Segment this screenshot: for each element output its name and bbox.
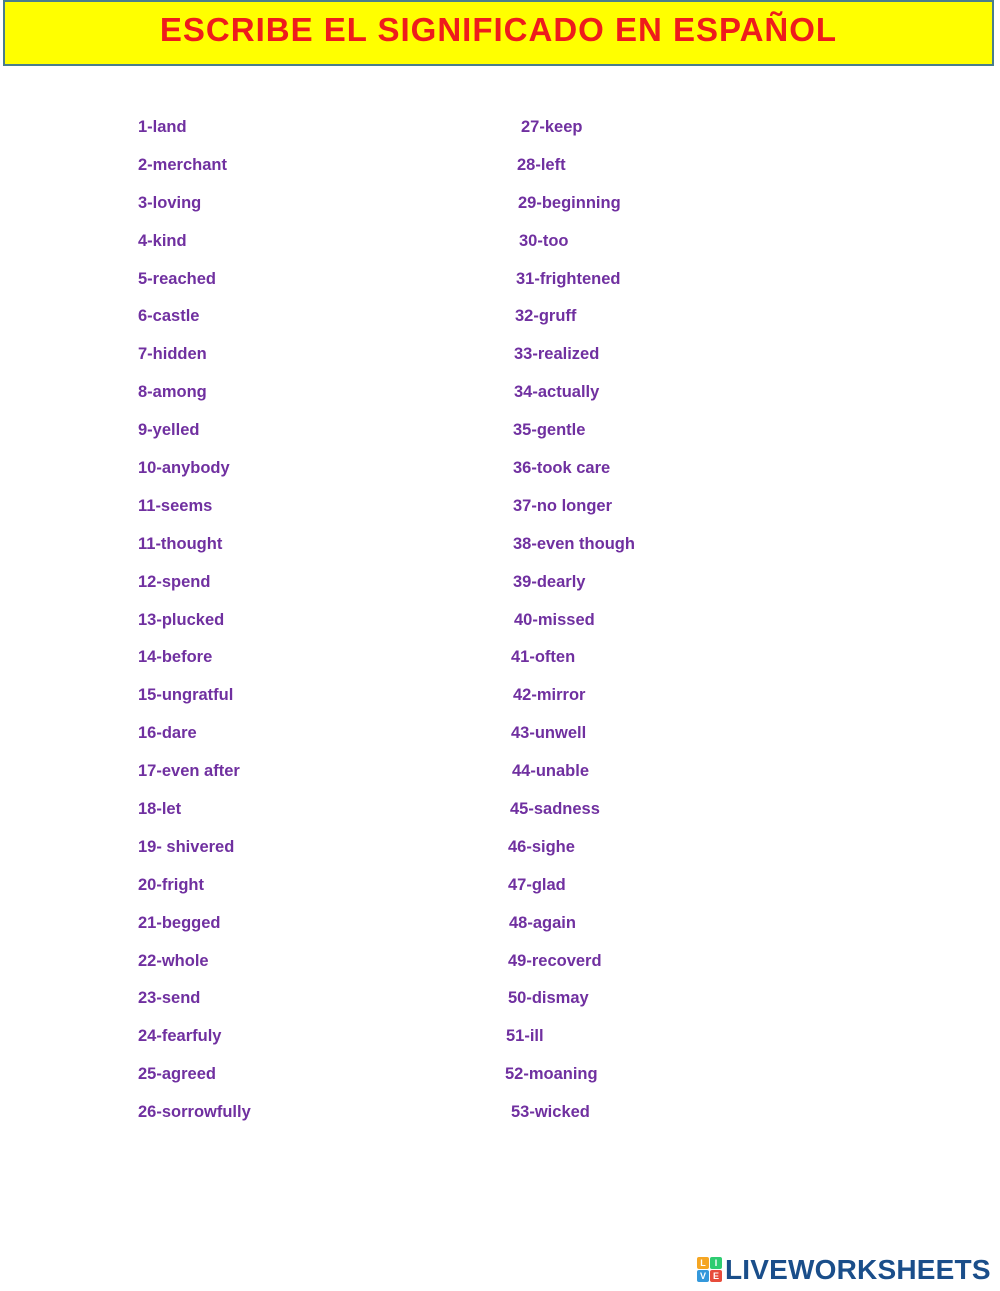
vocab-item: 30-too: [519, 231, 569, 250]
vocab-item: 44-unable: [512, 762, 590, 781]
vocab-item: 2-merchant: [138, 155, 227, 174]
vocab-item: 18-let: [138, 800, 182, 819]
title-banner: [3, 0, 994, 66]
vocabulary-list-right: [505, 115, 635, 1138]
logo-icon-block: L: [697, 1257, 709, 1269]
logo-icon-block: I: [710, 1257, 722, 1269]
vocab-item: 21-begged: [138, 913, 221, 932]
vocab-item: 14-before: [138, 648, 213, 667]
vocab-item: 3-loving: [138, 193, 202, 212]
vocab-item: 37-no longer: [513, 496, 613, 515]
vocabulary-list-left: [138, 115, 251, 1138]
vocab-item: 7-hidden: [138, 345, 207, 364]
vocab-item: 16-dare: [138, 724, 197, 743]
vocab-item: 17-even after: [138, 762, 240, 781]
vocab-item: 50-dismay: [508, 989, 589, 1008]
vocab-item: 4-kind: [138, 231, 187, 250]
vocab-item: 42-mirror: [513, 686, 586, 705]
vocab-item: 20-fright: [138, 875, 204, 894]
vocab-item: 29-beginning: [518, 193, 621, 212]
vocab-item: 46-sighe: [508, 837, 575, 856]
vocab-item: 45-sadness: [510, 800, 600, 819]
vocab-item: 26-sorrowfully: [138, 1103, 251, 1122]
vocab-item: 8-among: [138, 383, 207, 402]
liveworksheets-logo: [697, 1253, 991, 1287]
logo-text: LIVEWORKSHEETS: [725, 1254, 991, 1285]
logo-icon-block: V: [697, 1270, 709, 1282]
vocab-item: 49-recoverd: [508, 951, 602, 970]
vocab-item: 11-seems: [138, 496, 213, 515]
vocab-item: 53-wicked: [511, 1103, 590, 1122]
vocab-item: 41-often: [511, 648, 576, 667]
vocab-item: 48-again: [509, 913, 576, 932]
vocab-item: 34-actually: [514, 383, 600, 402]
vocab-item: 51-ill: [506, 1027, 544, 1046]
vocab-item: 23-send: [138, 989, 201, 1008]
vocab-item: 6-castle: [138, 307, 200, 326]
vocab-item: 36-took care: [513, 459, 611, 478]
vocab-item: 15-ungratful: [138, 686, 234, 705]
vocab-item: 25-agreed: [138, 1065, 216, 1084]
vocab-item: 19- shivered: [138, 837, 235, 856]
vocab-item: 35-gentle: [513, 421, 586, 440]
vocab-item: 47-glad: [508, 875, 566, 894]
vocab-item: 32-gruff: [515, 307, 577, 326]
vocab-item: 31-frightened: [516, 269, 621, 288]
vocab-item: 9-yelled: [138, 421, 200, 440]
vocab-item: 22-whole: [138, 951, 209, 970]
vocab-item: 11-thought: [138, 534, 223, 553]
vocab-item: 43-unwell: [511, 724, 587, 743]
page-title: ESCRIBE EL SIGNIFICADO EN ESPAÑOL: [159, 11, 838, 48]
vocab-item: 40-missed: [514, 610, 595, 629]
vocab-item: 5-reached: [138, 269, 216, 288]
vocab-item: 38-even though: [513, 534, 635, 553]
vocab-item: 10-anybody: [138, 459, 230, 478]
liveworksheets-logo-icon: [697, 1257, 723, 1283]
vocab-item: 27-keep: [521, 118, 583, 136]
vocab-item: 28-left: [517, 155, 566, 174]
vocab-item: 12-spend: [138, 572, 211, 591]
vocab-item: 13-plucked: [138, 610, 225, 629]
vocab-item: 1-land: [138, 118, 187, 136]
vocab-item: 24-fearfuly: [138, 1027, 222, 1046]
vocab-item: 39-dearly: [513, 572, 586, 591]
vocab-item: 52-moaning: [505, 1065, 598, 1084]
logo-icon-block: E: [710, 1270, 722, 1282]
vocab-item: 33-realized: [514, 345, 600, 364]
